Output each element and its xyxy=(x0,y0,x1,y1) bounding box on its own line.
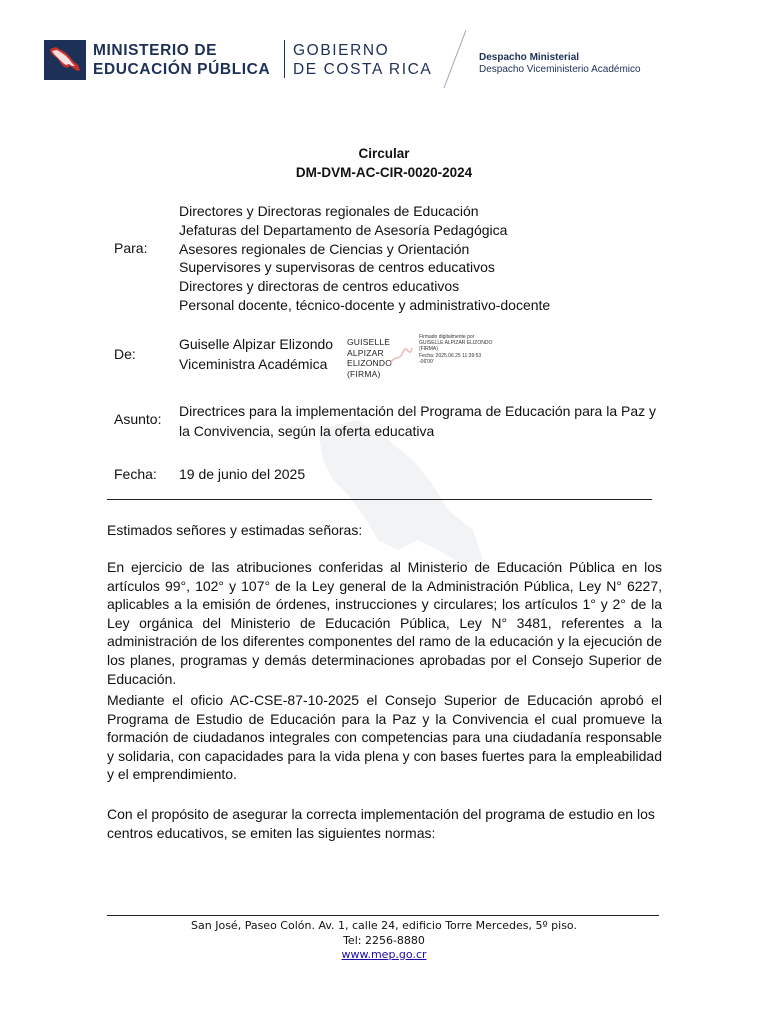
subject-text: Directrices para la implementación del Programa de Educación para la Paz y la Convivencia, según la oferta educativa xyxy=(179,403,657,439)
government-name xyxy=(293,42,453,79)
recipient-item: Jefaturas del Departamento de Asesoría Pedagógica xyxy=(179,221,508,238)
footer-phone: Tel: 2256-8880 xyxy=(343,934,425,947)
ministry-name-line1: MINISTERIO DE xyxy=(93,42,218,59)
recipient-item: Directores y Directoras regionales de Educación xyxy=(179,203,479,219)
body-paragraph-2: Mediante el oficio AC-CSE-87-10-2025 el Consejo Superior de Educación aprobó el Programa de Estudio de Educación para la Paz y la Convivencia el cual promueve la formación de ciudadanos integrales con competencias para una ciudadanía responsable y solidaria, con capacidades para la vida plena y con bases fuertes para la empleabilidad y el emprendimiento. xyxy=(107,692,662,783)
government-name-line1: GOBIERNO xyxy=(293,42,390,59)
signature-detail-line: GUISELLE ALPIZAR ELIZONDO xyxy=(419,340,493,347)
recipient-item: Asesores regionales de Ciencias y Orientación xyxy=(179,240,470,257)
subject-label: Asunto: xyxy=(114,411,162,427)
digital-signature xyxy=(347,334,497,379)
footer-address: San José, Paseo Colón. Av. 1, calle 24, edificio Torre Mercedes, 5º piso. xyxy=(191,919,577,932)
signature-name-line1: GUISELLE ALPIZAR xyxy=(347,337,391,358)
sender-name: Guiselle Alpizar Elizondo xyxy=(179,336,334,352)
date-value: 19 de junio del 2025 xyxy=(179,466,306,482)
signature-name-line2: ELIZONDO (FIRMA) xyxy=(347,358,393,379)
signature-detail-line: Firmado digitalmente por xyxy=(419,334,475,340)
signature-details xyxy=(419,334,497,365)
to-label: Para: xyxy=(114,240,148,256)
from-label: De: xyxy=(114,346,136,362)
document-type: Circular xyxy=(358,146,410,161)
header-slash-divider xyxy=(440,28,470,90)
header-divider xyxy=(284,40,285,78)
ministry-name-line2: EDUCACIÓN PÚBLICA xyxy=(93,60,271,78)
recipient-item: Directores y directoras de centros educativos xyxy=(179,278,460,295)
signature-detail-line: (FIRMA) xyxy=(419,346,438,353)
ministry-logo xyxy=(44,40,86,80)
sender-title: Viceministra Académica xyxy=(179,355,328,372)
recipient-item: Personal docente, técnico-docente y administrativo-docente xyxy=(179,296,551,313)
dispatch-block xyxy=(479,52,739,76)
salutation: Estimados señores y estimadas señoras: xyxy=(107,522,363,538)
body-paragraph-1: En ejercicio de las atribuciones conferidas al Ministerio de Educación Pública en los artículos 99°, 102° y 107° de la Ley general de la Administración Pública, Ley N° 6227, aplicables a la emisión de órdenes, instrucciones y circulares; los artículos 1° y 2° de la Ley orgánica del Ministerio de Educación Pública, Ley N° 3481, referentes a la administración de los diferentes componentes del ramo de la educación y la ejecución de los planes, programas y demás determinaciones aprobadas por el Consejo Superior de Educación. xyxy=(107,559,662,687)
dispatch-line1: Despacho Ministerial xyxy=(479,52,580,63)
document-code: DM-DVM-AC-CIR-0020-2024 xyxy=(295,165,473,180)
recipient-list xyxy=(179,202,550,315)
signature-scribble-icon xyxy=(387,342,415,370)
header-rule xyxy=(107,499,652,500)
government-name-line2: DE COSTA RICA xyxy=(293,60,433,78)
footer-rule xyxy=(107,915,659,916)
date-label: Fecha: xyxy=(114,466,157,482)
sender-block xyxy=(179,335,333,374)
costa-rica-map-icon xyxy=(44,40,86,80)
dispatch-line2: Despacho Viceministerio Académico xyxy=(479,64,641,75)
ministry-name xyxy=(93,42,283,79)
footer-website-link[interactable]: www.mep.go.cr xyxy=(341,948,427,961)
signature-detail-line: Fecha: 2025.06.25 11:39:53 xyxy=(419,352,482,359)
body-paragraph-3: Con el propósito de asegurar la correcta implementación del programa de estudio en los centros educativos, se emiten las siguientes normas: xyxy=(107,806,655,841)
recipient-item: Supervisores y supervisoras de centros educativos xyxy=(179,259,495,276)
signature-detail-line: -06'00' xyxy=(419,358,434,365)
